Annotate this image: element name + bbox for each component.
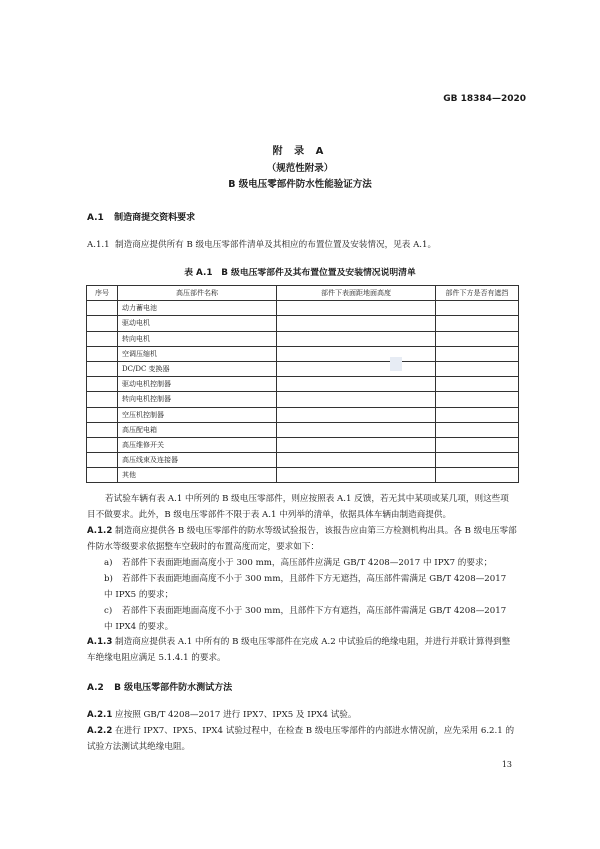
table-row	[87, 316, 519, 331]
component-name: 高压维修开关	[118, 437, 277, 452]
list-text: 若部件下表面距地面高度不小于 300 mm，且部件下方有遮挡，高压部件需满足 GB/T 4208—2017 中 IPX4 的要求。	[104, 606, 507, 632]
list-marker: a)	[104, 558, 113, 568]
component-name: DC/DC 变换器	[118, 361, 277, 376]
section-number: A.1	[87, 213, 104, 223]
table-row	[87, 407, 519, 422]
clause-number: A.2.1	[87, 710, 113, 720]
paragraph-a21	[87, 707, 517, 723]
table-row	[87, 437, 519, 452]
component-name: 其他	[118, 468, 277, 483]
table-row	[87, 453, 519, 468]
list-text: 若部件下表面距地面高度小于 300 mm，高压部件应满足 GB/T 4208—2017 中 IPX7 的要求；	[122, 558, 493, 568]
table-row	[87, 377, 519, 392]
table-row	[87, 346, 519, 361]
header-cell: 部件下表面距地面高度	[277, 286, 436, 301]
annex-nature: （规范性附录）	[266, 163, 334, 174]
component-name: 空压机控制器	[118, 407, 277, 422]
component-name: 高压线束及连接器	[118, 453, 277, 468]
clause-number: A.1.1	[87, 240, 110, 250]
section-number: A.2	[87, 683, 104, 693]
clause-text: 制造商应提供各 B 级电压零部件的防水等级试验报告，该报告应由第三方检测机构出具。各 B 级电压零部件防水等级要求依据整车空载时的布置高度而定，要求如下：	[87, 526, 517, 552]
component-name: 动力蓄电池	[118, 301, 277, 316]
page-number: 13	[501, 760, 512, 769]
paragraph-a11	[87, 237, 517, 253]
table-row	[87, 331, 519, 346]
scan-artifact	[390, 357, 402, 371]
paragraph-a12	[87, 523, 517, 555]
annex-label: 附 录 A	[272, 146, 328, 157]
component-name: 转向电机	[118, 331, 277, 346]
component-name: 驱动电机控制器	[118, 377, 277, 392]
list-item-c	[104, 603, 516, 635]
table-row	[87, 361, 519, 376]
clause-number: A.1.3	[87, 637, 113, 647]
list-marker: b)	[104, 574, 113, 584]
list-item-a	[104, 555, 516, 571]
clause-text: 制造商应提供表 A.1 中所有的 B 级电压零部件在完成 A.2 中试验后的绝缘电阻，并进行并联计算得到整车绝缘电阻应满足 5.1.4.1 的要求。	[87, 637, 511, 663]
paragraph-a22	[87, 723, 517, 755]
paragraph-after-table: 若试验车辆有表 A.1 中所列的 B 级电压零部件，则应按照表 A.1 反馈，若无其中某项或某几项，则这些项目不做要求。此外，B 级电压零部件不限于表 A.1 中列举的清单，依据具体车辆由制造商提供。	[87, 494, 509, 520]
table-row	[87, 468, 519, 483]
table-caption: 表 A.1 B 级电压零部件及其布置位置及安装情况说明清单	[184, 268, 416, 278]
header-cell: 部件下方是否有遮挡	[436, 286, 519, 301]
header-cell: 序号	[87, 286, 118, 301]
table-row	[87, 392, 519, 407]
clause-number: A.1.2	[87, 526, 113, 536]
component-name: 高压配电箱	[118, 422, 277, 437]
annex-title: B 级电压零部件防水性能验证方法	[228, 179, 372, 190]
standard-number: GB 18384—2020	[443, 94, 526, 104]
section-a1-heading	[87, 210, 195, 223]
clause-text: 制造商应提供所有 B 级电压零部件清单及其相应的布置位置及安装情况，见表 A.1。	[115, 240, 437, 250]
section-a2-heading	[87, 680, 232, 693]
table-row	[87, 422, 519, 437]
list-item-b	[104, 571, 516, 603]
component-name: 转向电机控制器	[118, 392, 277, 407]
clause-number: A.2.2	[87, 726, 113, 736]
clause-text: 应按照 GB/T 4208—2017 进行 IPX7、IPX5 及 IPX4 试验。	[115, 710, 357, 720]
table-header-row	[87, 286, 519, 301]
section-title: 制造商提交资料要求	[114, 213, 196, 223]
paragraph-a13	[87, 634, 517, 666]
table-row	[87, 301, 519, 316]
header-cell: 高压部件名称	[118, 286, 277, 301]
section-title: B 级电压零部件防水测试方法	[114, 683, 233, 693]
list-text: 若部件下表面距地面高度不小于 300 mm，且部件下方无遮挡，高压部件需满足 GB/T 4208—2017 中 IPX5 的要求；	[104, 574, 507, 600]
list-marker: c)	[104, 606, 113, 616]
component-name: 空调压缩机	[118, 346, 277, 361]
component-name: 驱动电机	[118, 316, 277, 331]
clause-text: 在进行 IPX7、IPX5、IPX4 试验过程中，在检查 B 级电压零部件的内部进水情况前，应先采用 6.2.1 的试验方法测试其绝缘电阻。	[87, 726, 515, 752]
components-table	[86, 285, 519, 483]
